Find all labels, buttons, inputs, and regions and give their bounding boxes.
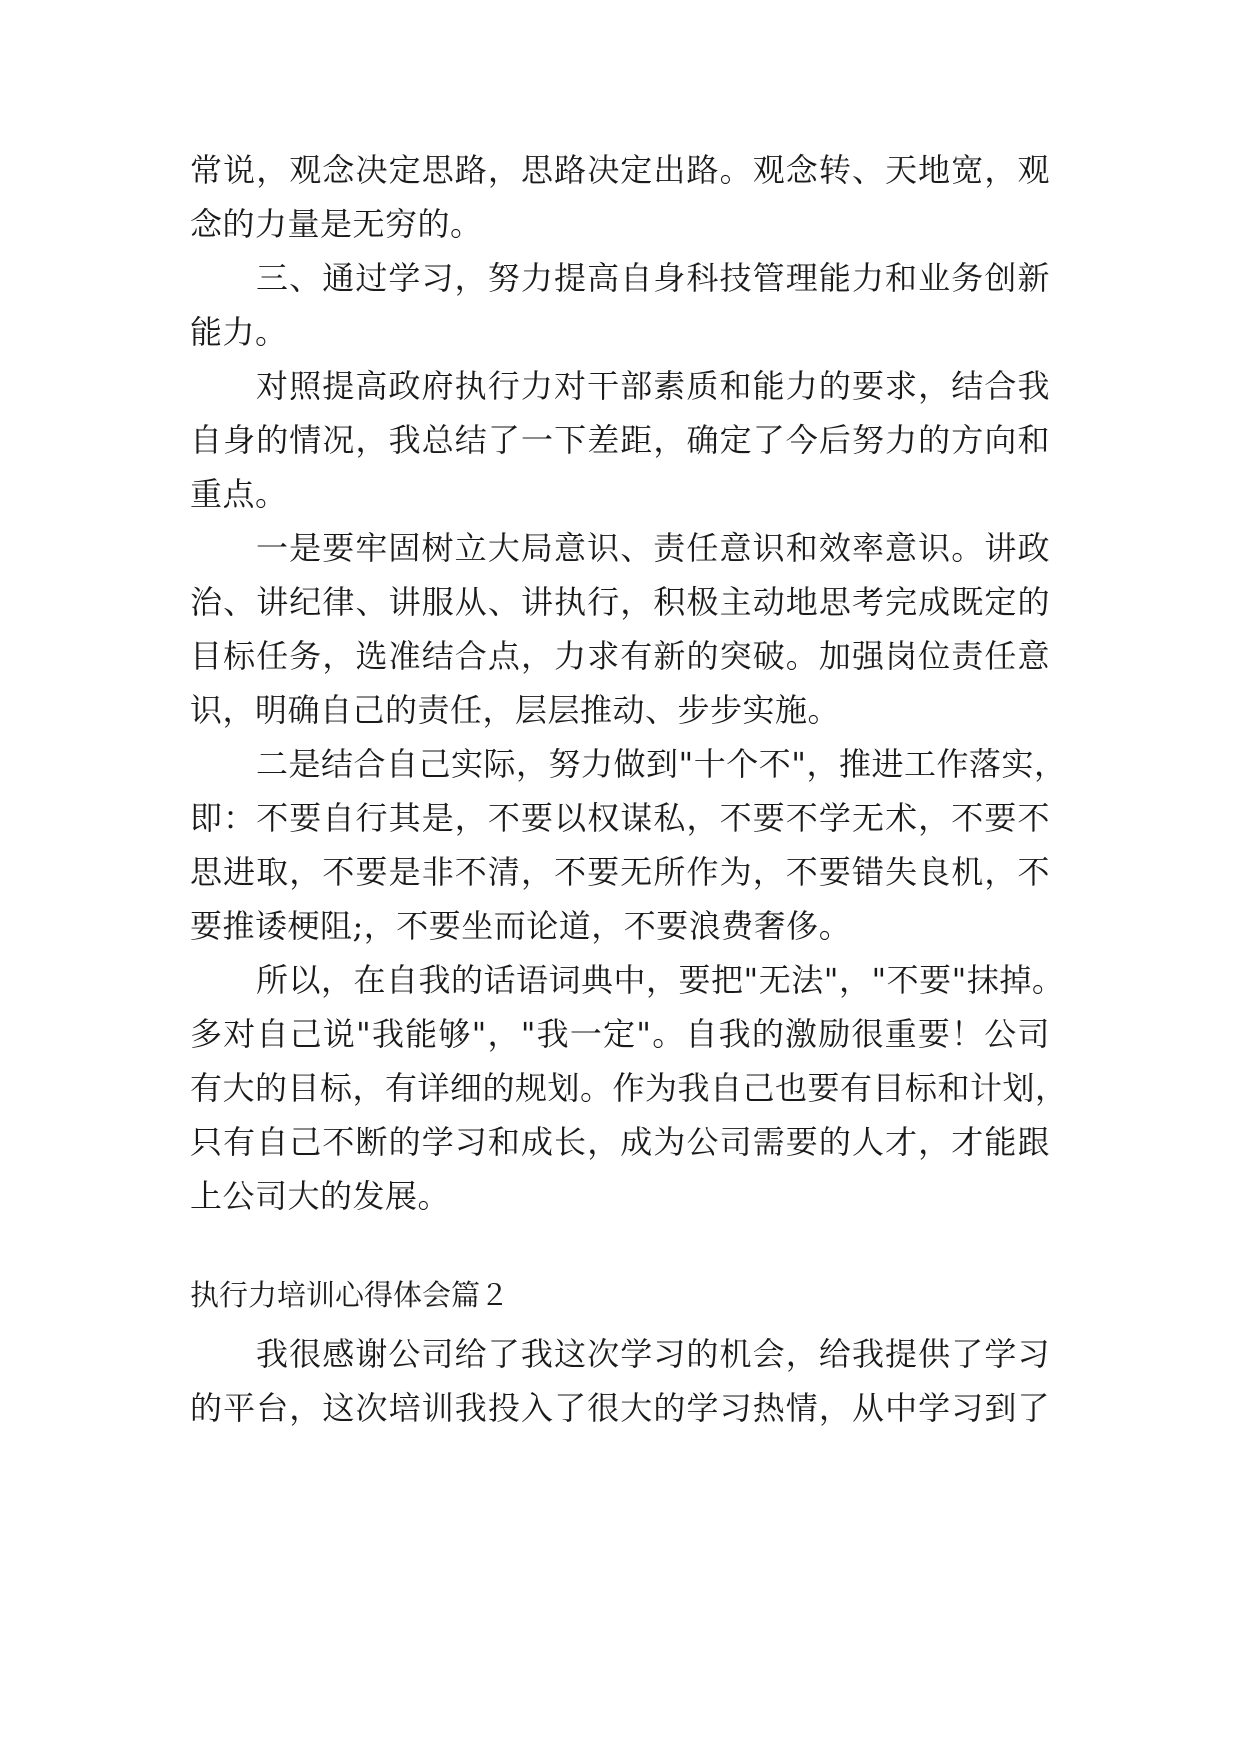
paragraph-line: 重点。 <box>190 475 288 513</box>
article-title: 执行力培训心得体会篇２ <box>190 1278 510 1312</box>
paragraph-line: 即：不要自行其是，不要以权谋私，不要不学无术，不要不 <box>190 799 1050 837</box>
paragraph-line: 有大的目标，有详细的规划。作为我自己也要有目标和计划， <box>190 1069 1068 1107</box>
paragraph-line: 识，明确自己的责任，层层推动、步步实施。 <box>190 691 841 729</box>
paragraph-line: 常说，观念决定思路，思路决定出路。观念转、天地宽，观 <box>190 151 1050 189</box>
paragraph-line: 我很感谢公司给了我这次学习的机会，给我提供了学习 <box>256 1335 1050 1373</box>
paragraph-line: 二是结合自己实际，努力做到"十个不"，推进工作落实， <box>256 745 1067 783</box>
paragraph-line: 对照提高政府执行力对干部素质和能力的要求，结合我 <box>256 367 1050 405</box>
paragraph-line: 思进取，不要是非不清，不要无所作为，不要错失良机，不 <box>190 853 1050 891</box>
section-heading-3: 三、通过学习，努力提高自身科技管理能力和业务创新 <box>256 259 1050 297</box>
paragraph-line: 治、讲纪律、讲服从、讲执行，积极主动地思考完成既定的 <box>190 583 1050 621</box>
paragraph-line: 一是要牢固树立大局意识、责任意识和效率意识。讲政 <box>256 529 1050 567</box>
paragraph-line: 目标任务，选准结合点，力求有新的突破。加强岗位责任意 <box>190 637 1050 675</box>
paragraph-line: 上公司大的发展。 <box>190 1177 451 1215</box>
paragraph-line: 要推诿梗阻;，不要坐而论道，不要浪费奢侈。 <box>190 907 852 945</box>
paragraph-line: 自身的情况，我总结了一下差距，确定了今后努力的方向和 <box>190 421 1050 459</box>
paragraph-line: 能力。 <box>190 313 288 351</box>
paragraph-line: 的平台，这次培训我投入了很大的学习热情，从中学习到了 <box>190 1389 1050 1427</box>
paragraph-line: 只有自己不断的学习和成长，成为公司需要的人才，才能跟 <box>190 1123 1050 1161</box>
paragraph-line: 念的力量是无穷的。 <box>190 205 483 243</box>
paragraph-line: 多对自己说"我能够"，"我一定"。自我的激励很重要！公司 <box>190 1015 1050 1053</box>
paragraph-line: 所以，在自我的话语词典中，要把"无法"，"不要"抹掉。 <box>256 961 1065 999</box>
